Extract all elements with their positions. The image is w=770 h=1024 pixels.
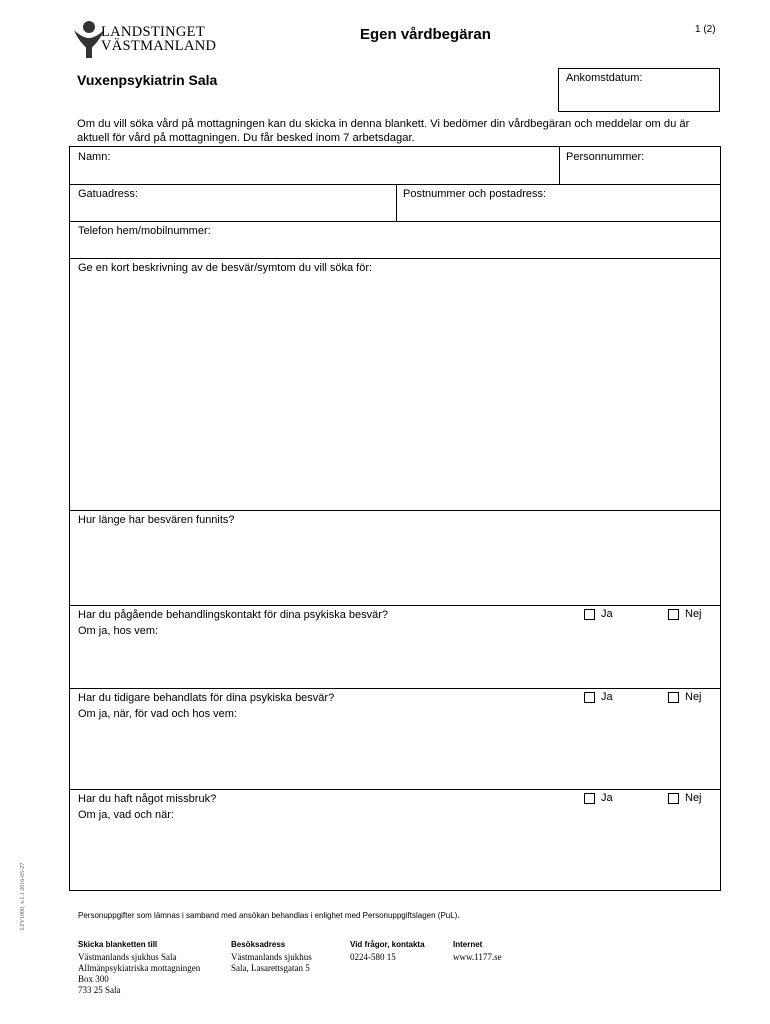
no-checkbox[interactable] (668, 609, 679, 620)
footer-website-link[interactable]: www.1177.se (453, 952, 502, 962)
no-checkbox[interactable] (668, 793, 679, 804)
no-label: Nej (685, 792, 702, 804)
duration-label: Hur länge har besvären funnits? (78, 514, 235, 526)
yes-checkbox[interactable] (584, 692, 595, 703)
form-code: LTV1000, v.1.1 2016-05-27 (20, 862, 26, 930)
page-number: 1 (2) (695, 24, 716, 35)
street-label: Gatuadress: (78, 188, 138, 200)
no-checkbox[interactable] (668, 692, 679, 703)
followup-label: Om ja, hos vem: (78, 625, 159, 637)
description-field[interactable] (70, 259, 720, 510)
yes-checkbox[interactable] (584, 793, 595, 804)
description-label: Ge en kort beskrivning av de besvär/symtom du vill söka för: (78, 262, 373, 274)
intro-text: Om du vill söka vård på mottagningen kan du skicka in denna blankett. Vi bedömer din vårdbegäran och meddelar om du är aktuell för vård på mottagningen. Du får besked inom 7 arbetsdagar. (77, 118, 690, 144)
followup-label: Om ja, när, för vad och hos vem: (78, 708, 237, 720)
yes-label: Ja (601, 691, 613, 703)
privacy-notice: Personuppgifter som lämnas i samband med ansökan behandlas i enlighet med Personuppgiftslagen (PuL). (78, 911, 460, 920)
footer-internet-heading: Internet (453, 940, 483, 949)
no-label: Nej (685, 608, 702, 620)
footer-visit-line: Sala, Lasarettsgatan 5 (231, 963, 310, 973)
footer-send-line: Allmänpsykiatriska mottagningen (78, 963, 201, 973)
question-label: Har du haft något missbruk? (78, 793, 217, 805)
no-label: Nej (685, 691, 702, 703)
request-form (69, 146, 721, 891)
personal-number-label: Personnummer: (566, 151, 645, 163)
footer-contact-heading: Vid frågor, kontakta (350, 940, 425, 949)
phone-label: Telefon hem/mobilnummer: (78, 225, 211, 237)
footer-send-line: 733 25 Sala (78, 985, 121, 995)
logo-text: LANDSTINGET (101, 24, 205, 40)
yes-checkbox[interactable] (584, 609, 595, 620)
question-label: Har du tidigare behandlats för dina psykiska besvär? (78, 692, 335, 704)
clinic-name: Vuxenpsykiatrin Sala (77, 72, 218, 88)
yes-label: Ja (601, 792, 613, 804)
followup-label: Om ja, vad och när: (78, 809, 174, 821)
footer-phone: 0224-580 15 (350, 952, 396, 962)
yes-label: Ja (601, 608, 613, 620)
footer-visit-line: Västmanlands sjukhus (231, 952, 312, 962)
footer-send-heading: Skicka blanketten till (78, 940, 158, 949)
question-label: Har du pågående behandlingskontakt för dina psykiska besvär? (78, 609, 389, 621)
footer-send-line: Box 300 (78, 974, 109, 984)
footer-visit-heading: Besöksadress (231, 940, 286, 949)
arrival-date-label: Ankomstdatum: (566, 72, 643, 84)
name-label: Namn: (78, 151, 111, 163)
document-title: Egen vårdbegäran (360, 26, 491, 43)
logo-text-region: VÄSTMANLAND (101, 38, 217, 54)
footer-send-line: Västmanlands sjukhus Sala (78, 952, 177, 962)
postal-label: Postnummer och postadress: (403, 188, 547, 200)
name-field[interactable] (70, 147, 559, 184)
